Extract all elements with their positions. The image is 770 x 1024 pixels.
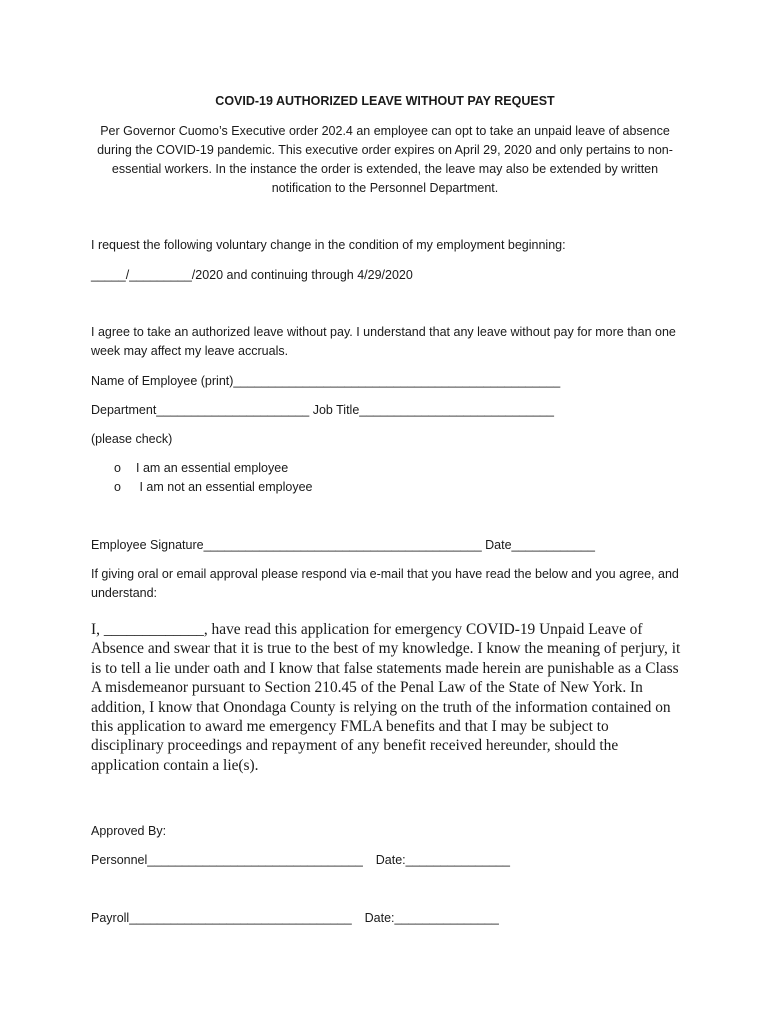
payroll-row [91,909,499,928]
personnel-signature-field[interactable]: Personnel_______________________________ [91,853,363,867]
check-instruction: (please check) [91,432,173,446]
department-field[interactable]: Department______________________ [91,403,310,417]
option-essential-label: I am an essential employee [136,461,289,475]
option-not-essential[interactable] [114,478,313,497]
form-title: COVID-19 AUTHORIZED LEAVE WITHOUT PAY REQUEST [215,94,555,108]
employee-name-field[interactable]: Name of Employee (print)_______________________________________________ [91,374,561,388]
affidavit-statement: I, _____________, have read this application for emergency COVID-19 Unpaid Leave of Absence and swear that it is true to the best of my knowledge. I know the meaning of perjury, it is to tell a lie under oath and I know that false statements made herein are punishable as a Class A misdemeanor pursuant to Section 210.45 of the Penal Law of the State of New York. In addition, I know that Onondaga County is relying on the truth of the information contained on this application to award me emergency FMLA benefits and that I may be subject to disciplinary proceedings and repayment of any benefit received hereunder, should the application contain a lie(s). [91,621,681,774]
request-statement: I request the following voluntary change in the condition of my employment beginning: [91,238,566,252]
employee-signature-field[interactable]: Employee Signature________________________________________ Date____________ [91,538,595,552]
intro-paragraph: Per Governor Cuomo’s Executive order 202.4 an employee can opt to take an unpaid leave of absence during the COVID-19 pandemic. This executive order expires on April 29, 2020 and only pertains to non-essential workers. In the instance the order is extended, the leave may also be extended by written notification to the Personnel Department. [97,124,673,195]
personnel-row [91,851,510,870]
option-not-essential-label: I am not an essential employee [136,480,313,494]
option-not-essential-checkbox[interactable]: o [114,480,121,494]
payroll-date-field[interactable]: Date:_______________ [364,911,499,925]
personnel-date-field[interactable]: Date:_______________ [375,853,510,867]
agreement-paragraph: I agree to take an authorized leave without pay. I understand that any leave without pay for more than one week may affect my leave accruals. [91,325,676,358]
payroll-signature-field[interactable]: Payroll________________________________ [91,911,352,925]
department-job-row [91,401,554,420]
oral-email-instruction: If giving oral or email approval please respond via e-mail that you have read the below and you agree, and understand: [91,567,679,600]
job-title-field[interactable]: Job Title____________________________ [309,403,554,417]
option-essential-checkbox[interactable]: o [114,461,121,475]
approved-by-heading: Approved By: [91,824,167,838]
option-essential[interactable] [114,459,288,478]
leave-date-field[interactable]: _____/_________/2020 and continuing through 4/29/2020 [91,268,413,282]
